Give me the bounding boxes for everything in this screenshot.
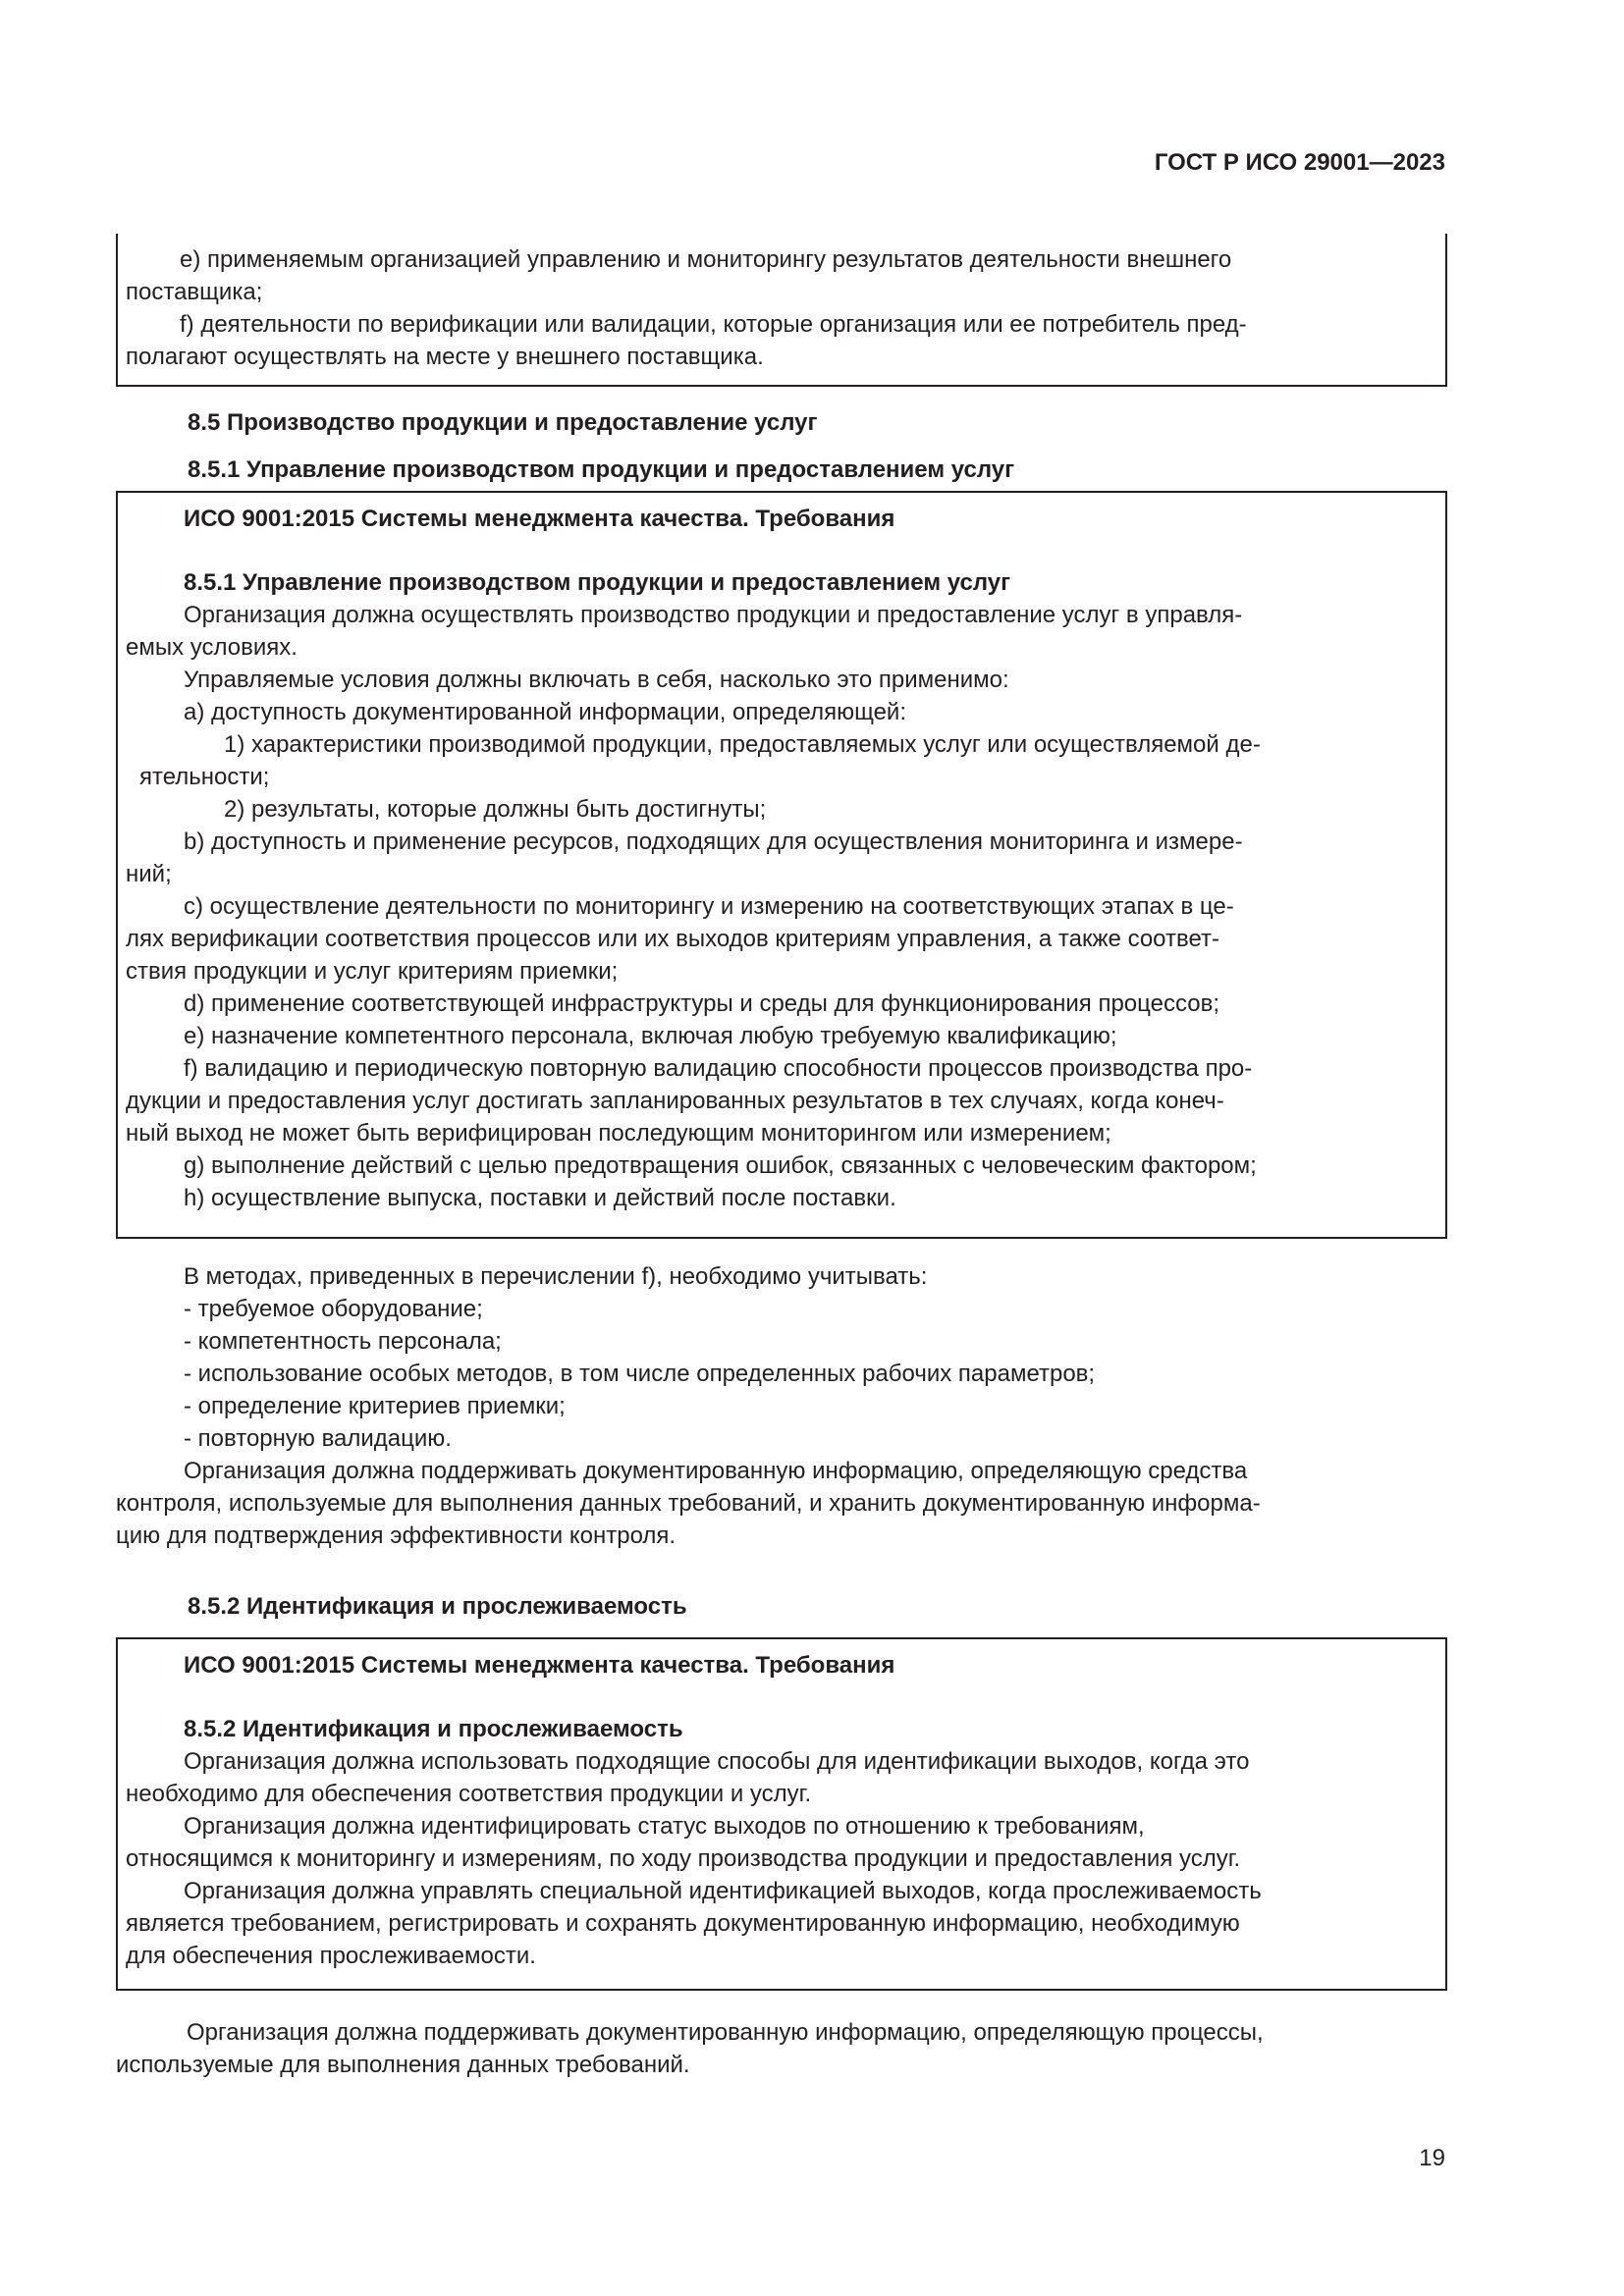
box-line: c) осуществление деятельности по мониторингу и измерению на соответствующих этапах в це- bbox=[184, 893, 1234, 920]
box-line: Управляемые условия должны включать в себя, насколько это применимо: bbox=[184, 667, 1009, 693]
box-line: Организация должна осуществлять производство продукции и предоставление услуг в управля- bbox=[184, 602, 1243, 628]
body-paragraph: цию для подтверждения эффективности контроля. bbox=[116, 1522, 677, 1549]
box-line: ний; bbox=[126, 861, 172, 887]
section-heading-8-5-1: 8.5.1 Управление производством продукции и предоставлением услуг bbox=[188, 456, 1015, 483]
quote-box-title: ИСО 9001:2015 Системы менеджмента качества. Требования bbox=[184, 1652, 895, 1679]
box-line: относящимся к мониторингу и измерениям, по ходу производства продукции и предоставления услуг. bbox=[126, 1845, 1241, 1872]
box-line: лях верификации соответствия процессов или их выходов критериям управления, а также соответ- bbox=[126, 926, 1220, 952]
box-line: поставщика; bbox=[126, 279, 263, 305]
section-heading-8-5: 8.5 Производство продукции и предоставление услуг bbox=[188, 409, 818, 436]
quote-box-title: ИСО 9001:2015 Системы менеджмента качества. Требования bbox=[184, 506, 895, 532]
page-number: 19 bbox=[1419, 2145, 1445, 2171]
body-paragraph: В методах, приведенных в перечислении f), необходимо учитывать: bbox=[184, 1263, 928, 1290]
box-line: необходимо для обеспечения соответствия продукции и услуг. bbox=[126, 1781, 812, 1807]
box-line: g) выполнение действий с целью предотвращения ошибок, связанных с человеческим фактором; bbox=[184, 1152, 1257, 1179]
box-line: a) доступность документированной информации, определяющей: bbox=[184, 699, 906, 725]
box-line: f) валидацию и периодическую повторную валидацию способности процессов производства про- bbox=[184, 1055, 1253, 1082]
section-heading-8-5-2: 8.5.2 Идентификация и прослеживаемость bbox=[188, 1593, 687, 1620]
box-line: Организация должна использовать подходящие способы для идентификации выходов, когда это bbox=[184, 1748, 1250, 1775]
box-line: 1) характеристики производимой продукции, предоставляемых услуг или осуществляемой де- bbox=[224, 731, 1261, 758]
box-line: емых условиях. bbox=[126, 634, 298, 661]
body-paragraph: Организация должна поддерживать документированную информацию, определяющую процессы, bbox=[187, 2019, 1264, 2046]
document-code: ГОСТ Р ИСО 29001—2023 bbox=[1154, 149, 1445, 176]
list-item: - определение критериев приемки; bbox=[184, 1393, 566, 1419]
list-item: - требуемое оборудование; bbox=[184, 1296, 483, 1322]
box-line: d) применение соответствующей инфраструктуры и среды для функционирования процессов; bbox=[184, 990, 1220, 1017]
box-line: ятельности; bbox=[139, 764, 270, 790]
quote-box-subheading: 8.5.2 Идентификация и прослеживаемость bbox=[184, 1716, 683, 1742]
quote-box-subheading: 8.5.1 Управление производством продукции и предоставлением услуг bbox=[184, 569, 1011, 596]
box-line: Организация должна управлять специальной идентификацией выходов, когда прослеживаемость bbox=[184, 1878, 1262, 1904]
box-line: дукции и предоставления услуг достигать запланированных результатов в тех случаях, когда конеч- bbox=[126, 1088, 1224, 1114]
body-paragraph: контроля, используемые для выполнения данных требований, и хранить документированную информа- bbox=[116, 1490, 1261, 1517]
box-line: f) деятельности по верификации или валидации, которые организация или ее потребитель пред- bbox=[180, 311, 1247, 338]
box-line: h) осуществление выпуска, поставки и действий после поставки. bbox=[184, 1185, 896, 1211]
list-item: - использование особых методов, в том числе определенных рабочих параметров; bbox=[184, 1361, 1096, 1387]
box-line: e) назначение компетентного персонала, включая любую требуемую квалификацию; bbox=[184, 1023, 1117, 1049]
box-line: e) применяемым организацией управлению и мониторингу результатов деятельности внешнего bbox=[180, 246, 1232, 273]
box-line: полагают осуществлять на месте у внешнего поставщика. bbox=[126, 344, 764, 370]
body-paragraph: Организация должна поддерживать документированную информацию, определяющую средства bbox=[184, 1458, 1248, 1484]
box-line: ный выход не может быть верифицирован последующим мониторингом или измерением; bbox=[126, 1120, 1111, 1147]
body-paragraph: используемые для выполнения данных требований. bbox=[116, 2052, 690, 2078]
box-line: является требованием, регистрировать и сохранять документированную информацию, необходимую bbox=[126, 1910, 1240, 1937]
box-line: Организация должна идентифицировать статус выходов по отношению к требованиям, bbox=[184, 1813, 1145, 1840]
list-item: - компетентность персонала; bbox=[184, 1328, 502, 1355]
box-line: для обеспечения прослеживаемости. bbox=[126, 1943, 536, 1969]
box-line: 2) результаты, которые должны быть достигнуты; bbox=[224, 796, 767, 823]
list-item: - повторную валидацию. bbox=[184, 1425, 452, 1452]
box-line: b) доступность и применение ресурсов, подходящих для осуществления мониторинга и измере- bbox=[184, 828, 1243, 855]
box-line: ствия продукции и услуг критериям приемки; bbox=[126, 958, 619, 985]
